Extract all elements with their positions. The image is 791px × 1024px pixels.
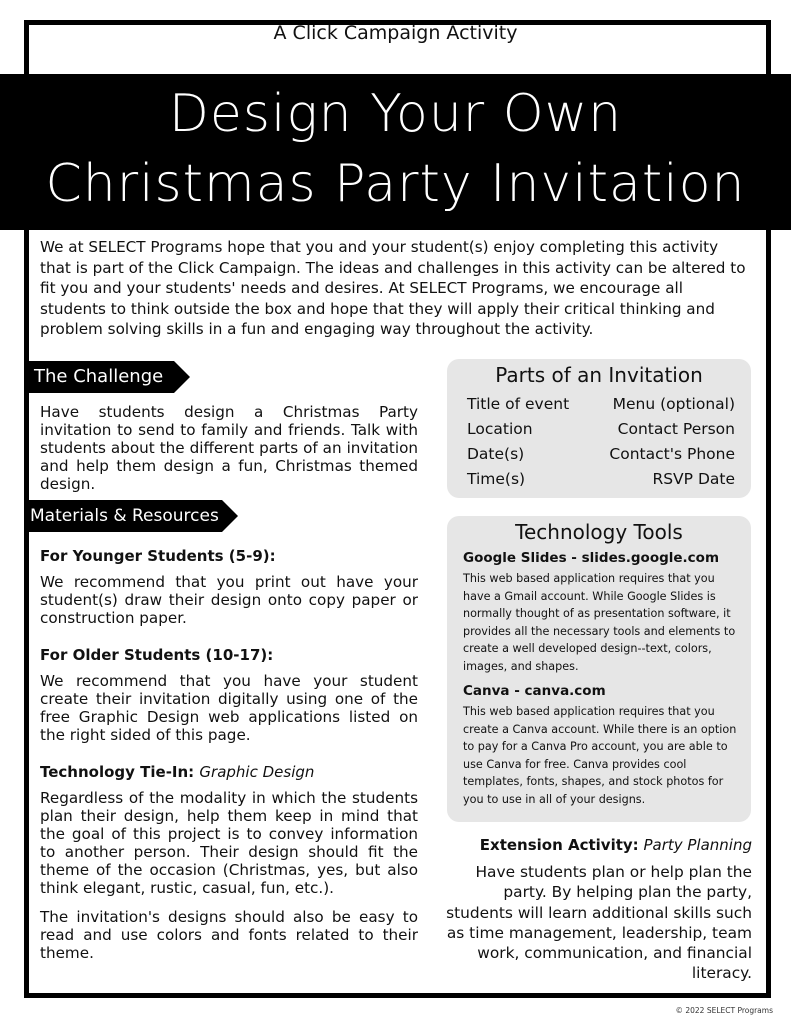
part-item: Menu (optional) [612,395,735,413]
tiein-topic: Graphic Design [199,763,315,781]
parts-row [467,470,735,495]
part-item: Time(s) [467,470,526,488]
part-item: Title of event [467,395,570,413]
challenge-tag [24,361,174,393]
extension-text: Have students plan or help plan the party. By helping plan the party, students will learn additional skills such as time management, leadership, team work, communication, and financial literacy. [446,863,752,983]
part-item: RSVP Date [652,470,735,488]
part-item: Location [467,420,533,438]
part-item: Date(s) [467,445,525,463]
parts-title: Parts of an Invitation [495,363,703,387]
parts-list [467,395,735,495]
copyright: © 2022 SELECT Programs [675,1006,773,1015]
parts-row [467,395,735,420]
slides-desc: This web based application requires that you have a Gmail account. While Google Slides is normally thought of as presentation software, it provides all the necessary tools and elements to create a well developed design--text, colors, images, and shapes. [463,572,736,673]
page-title-line2: Christmas Party Invitation [45,154,746,214]
canva-desc: This web based application requires that you create a Canva account. While there is an option to pay for a Canva Pro account, you are able to use Canva for free. Canva provides cool templates, fonts, shapes, and stock photos for you to use in all of your designs. [463,705,737,806]
part-item: Contact's Phone [609,445,735,463]
extension-topic: Party Planning [643,836,752,854]
tiein-heading: Technology Tie-In: [40,763,195,781]
tech-card [447,516,751,822]
parts-card [447,359,751,498]
tech-title: Technology Tools [515,520,683,544]
canva-heading: Canva - canva.com [463,683,606,699]
parts-row [467,445,735,470]
page-title-line1: Design Your Own [168,84,623,144]
materials-tag [24,500,222,532]
younger-heading: For Younger Students (5-9): [40,547,276,565]
tech-list [463,550,737,808]
older-text: We recommend that you have your student create their invitation digitally using one of the free Graphic Design web applications listed on the right sided of this page. [40,672,418,744]
activity-kicker: A Click Campaign Activity [273,22,518,44]
older-heading: For Older Students (10-17): [40,646,274,664]
parts-row [467,420,735,445]
part-item: Contact Person [617,420,735,438]
closing-text: The invitation's designs should also be easy to read and use colors and fonts related to their theme. [40,908,418,962]
challenge-text: Have students design a Christmas Party invitation to send to family and friends. Talk with students about the different parts of an invitation and help them design a fun, Christmas themed design. [40,403,418,493]
tiein-text: Regardless of the modality in which the students plan their design, help them keep in mind that the goal of this project is to convey information to another person. Their design should fit the theme of the occasion (Christmas, yes, but also think elegant, rustic, casual, fun, etc.). [40,789,418,897]
younger-text: We recommend that you print out have your student(s) draw their design onto copy paper or construction paper. [40,573,418,627]
tiein-heading-row [40,763,418,781]
extension-heading-row [432,836,752,854]
challenge-tag-label: The Challenge [34,366,164,387]
intro-paragraph: We at SELECT Programs hope that you and your student(s) enjoy completing this activity that is part of the Click Campaign. The ideas and challenges in this activity can be altered to fit you and your students' needs and desires. At SELECT Programs, we encourage all students to think outside the box and hope that they will apply their critical thinking and problem solving skills in a fun and engaging way throughout the activity. [40,238,746,338]
extension-heading: Extension Activity: [479,836,639,854]
slides-heading: Google Slides - slides.google.com [463,550,720,566]
materials-tag-label: Materials & Resources [30,506,219,526]
